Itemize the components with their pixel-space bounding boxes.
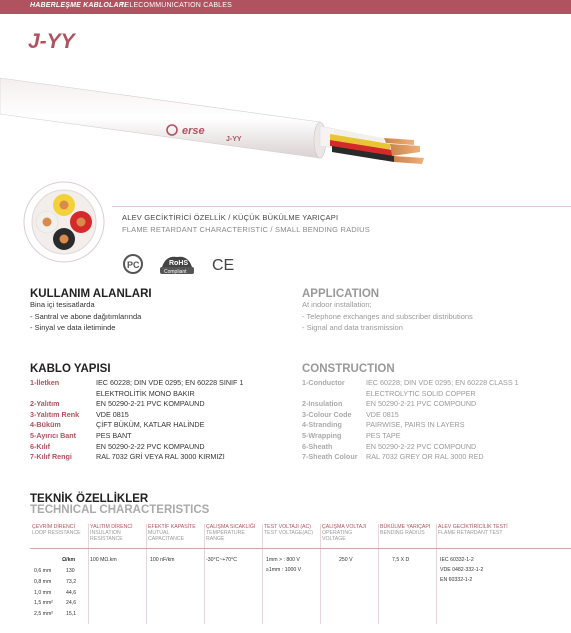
usage-line-tr: - Santral ve abone dağıtımlarında (30, 312, 142, 321)
construction-row (302, 452, 571, 462)
loop-value: 15,1 (66, 611, 77, 618)
cable-cross-section (22, 180, 106, 264)
bending-radius-value: 7,5 X D (392, 557, 410, 563)
construction-value: VDE 0815 (366, 409, 399, 419)
construction-value: EN 50290-2-22 PVC COMPOUND (366, 441, 477, 451)
construction-label: 5-Wrapping (302, 431, 342, 440)
construction-label: 4-Büküm (30, 420, 61, 430)
construction-label: 2-Yalıtım (30, 399, 60, 409)
construction-value: PES BANT (96, 431, 132, 440)
column-divider (436, 524, 437, 624)
construction-label: 7-Kılıf Rengi (30, 452, 72, 462)
operating-voltage-value: 250 V (339, 557, 353, 563)
column-divider (88, 524, 89, 624)
loop-size: 2,5 mm² (34, 611, 54, 618)
loop-size: 1,5 mm² (34, 600, 54, 607)
test-voltage-value: ≥1mm : 1000 V (266, 567, 302, 573)
column-divider (262, 524, 263, 624)
construction-value: IEC 60228; DIN VDE 0295; EN 60228 SINIF 1 (96, 378, 244, 387)
construction-row (30, 442, 290, 452)
header-en: OPERATING VOLTAGE (322, 530, 353, 542)
construction-value: ELEKTROLİTİK MONO BAKIR (96, 388, 195, 398)
construction-row (30, 389, 290, 399)
header-tr: BÜKÜLME YARIÇAPI (380, 524, 431, 530)
pct-gost-icon (122, 253, 148, 275)
table-header-cell (90, 524, 144, 542)
table-header-cell (322, 524, 376, 542)
technical-title-tr: TEKNİK ÖZELLİKLER (30, 493, 149, 505)
construction-label: 2-Insulation (302, 399, 343, 409)
loop-unit: Ω/km (62, 557, 76, 563)
construction-value: EN 50290-2-22 PVC KOMPAUND (96, 441, 205, 451)
capacitance-value: 100 nF/km (150, 557, 175, 563)
construction-value: RAL 7032 GREY OR RAL 3000 RED (366, 452, 484, 462)
cable-image (0, 70, 430, 190)
table-header-cell (264, 524, 318, 536)
construction-label: 6-Sheath (302, 441, 333, 451)
header-en: TEMPERATURE RANGE (206, 530, 245, 542)
construction-value: EN 50290-2-21 PVC KOMPAUND (96, 399, 205, 409)
construction-label: 4-Stranding (302, 420, 342, 430)
usage-line-tr: - Sinyal ve data iletiminde (30, 323, 116, 332)
usage-line-en: - Signal and data transmission (302, 323, 403, 332)
divider (112, 206, 571, 207)
table-header-cell (438, 524, 568, 536)
column-divider (204, 524, 205, 624)
usage-line-en: - Telephone exchanges and subscriber distributions (302, 312, 473, 321)
construction-label: 6-Kılıf (30, 441, 50, 451)
table-header-cell (380, 524, 434, 536)
flame-test-value: IEC 60332-1-2 (440, 557, 474, 563)
header-tr: YALITIM DİRENCİ (90, 524, 133, 530)
features-tr: ALEV GECİKTİRİCİ ÖZELLİK / KÜÇÜK BÜKÜLME YARIÇAPI (122, 213, 339, 222)
category-tr: HABERLEŞME KABLOLARI (30, 2, 127, 9)
usage-line-en: At indoor installation; (302, 300, 372, 309)
column-divider (146, 524, 147, 624)
header-tr: TEST VOLTAJI (AC) (264, 524, 311, 530)
header-tr: ÇALIŞMA SICAKLIĞI (206, 524, 256, 530)
header-en: INSULATION RESISTANCE (90, 530, 123, 542)
construction-value: IEC 60228; DIN VDE 0295; EN 60228 CLASS 1 (366, 378, 519, 387)
usage-title-tr: KULLANIM ALANLARI (30, 288, 152, 300)
technical-title-en: TECHNICAL CHARACTERISTICS (30, 504, 210, 516)
header-bar (0, 0, 571, 14)
construction-row (30, 399, 290, 409)
construction-row (30, 378, 290, 388)
insulation-value: 100 MΩ.km (90, 557, 117, 563)
construction-value: PAIRWISE, PAIRS IN LAYERS (366, 420, 465, 430)
header-en: LOOP RESISTANCE (32, 530, 81, 536)
flame-test-value: VDE 0482-332-1-2 (440, 567, 484, 573)
pct-label: PC (127, 260, 140, 270)
ce-mark-icon (210, 253, 238, 275)
loop-value: 130 (66, 568, 75, 574)
construction-value: VDE 0815 (96, 409, 129, 419)
loop-size: 0,8 mm (34, 578, 52, 585)
usage-title-en: APPLICATION (302, 288, 380, 300)
loop-value: 44,6 (66, 589, 77, 596)
category-en: TELECOMMUNICATION CABLES (120, 2, 233, 9)
construction-row (30, 410, 290, 420)
header-en: FLAME RETARDANT TEST (438, 530, 503, 536)
construction-label: 5-Ayırıcı Bant (30, 431, 77, 440)
construction-value: RAL 7032 GRİ VEYA RAL 3000 KIRMIZI (96, 452, 225, 462)
header-en: MUTUAL CAPACITANCE (148, 530, 185, 542)
flame-test-value: EN 60332-1-2 (440, 577, 473, 583)
cable-brand: erse (182, 125, 205, 137)
rohs-sub: Compliant (164, 269, 187, 275)
column-divider (320, 524, 321, 624)
construction-value: ÇİFT BÜKÜM, KATLAR HALİNDE (96, 420, 205, 430)
table-header-rule (30, 548, 571, 549)
product-title: J-YY (28, 30, 75, 53)
construction-row (302, 431, 571, 441)
construction-row (302, 442, 571, 452)
loop-size: 0,6 mm (34, 568, 52, 574)
construction-row (302, 410, 571, 420)
loop-value: 24,6 (66, 600, 77, 607)
header-en: TEST VOLTAGE(AC) (264, 530, 313, 536)
rohs-label: RoHS (169, 260, 189, 267)
header-en: BENDING RADIUS (380, 530, 425, 536)
ce-label: CE (212, 257, 235, 274)
construction-label: 3-Colour Code (302, 409, 352, 419)
table-header-cell (32, 524, 86, 536)
usage-line-tr: Bina içi tesisatlarda (30, 300, 95, 309)
construction-row (30, 431, 290, 441)
column-divider (378, 524, 379, 624)
features-en: FLAME RETARDANT CHARACTERISTIC / SMALL BENDING RADIUS (122, 225, 370, 234)
construction-row (30, 452, 290, 462)
loop-size: 1,0 mm (34, 589, 52, 596)
construction-label: 1-Conductor (302, 378, 345, 387)
header-tr: ÇALIŞMA VOLTAJI (322, 524, 367, 530)
temperature-value: -30°C~+70°C (206, 557, 237, 563)
construction-value: ELECTROLYTIC SOLID COPPER (366, 388, 476, 398)
construction-row (302, 389, 571, 399)
rohs-compliant-icon (158, 253, 196, 275)
loop-value: 73,2 (66, 578, 77, 585)
construction-label: 3-Yalıtım Renk (30, 409, 80, 419)
construction-row (30, 420, 290, 430)
header-tr: EFEKTİF KAPASİTE (148, 524, 196, 530)
construction-row (302, 420, 571, 430)
construction-label: 7-Sheath Colour (302, 452, 358, 462)
header-tr: ALEV GECİKTİRİCİLİK TESTİ (438, 524, 508, 530)
construction-label: 1-İletken (30, 378, 60, 387)
construction-value: PES TAPE (366, 431, 401, 440)
construction-title-tr: KABLO YAPISI (30, 363, 111, 375)
table-header-cell (148, 524, 202, 542)
test-voltage-value: 1mm > : 800 V (266, 557, 300, 563)
cable-marking: J-YY (226, 136, 242, 143)
construction-row (302, 378, 571, 388)
table-header-cell (206, 524, 260, 542)
construction-value: EN 50290-2-21 PVC COMPOUND (366, 399, 477, 409)
construction-row (302, 399, 571, 409)
header-tr: ÇEVRİM DİRENCİ (32, 524, 75, 530)
construction-title-en: CONSTRUCTION (302, 363, 395, 375)
